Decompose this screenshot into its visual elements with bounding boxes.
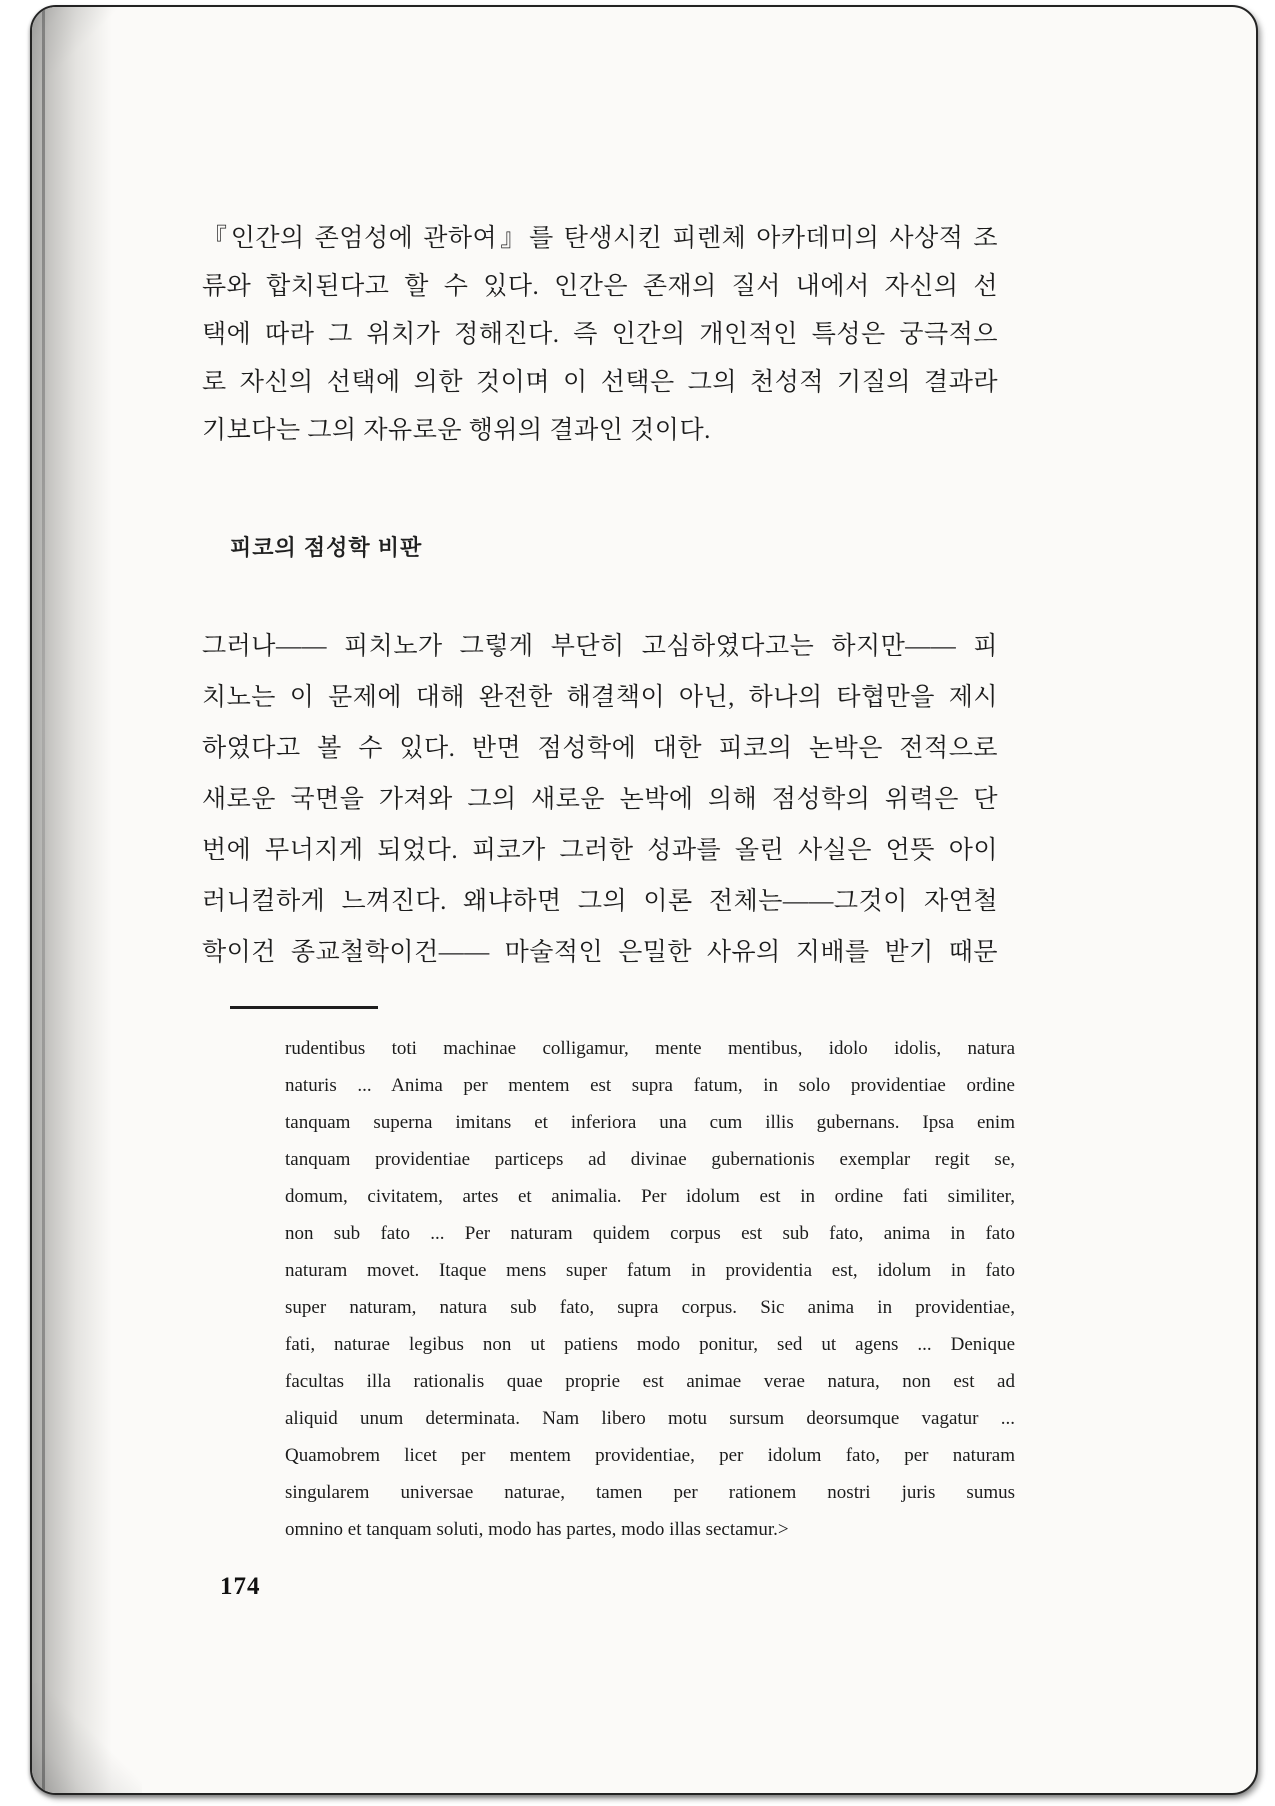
body-text-line: 로 자신의 선택에 의한 것이며 이 선택은 그의 천성적 기질의 결과라 <box>202 369 998 396</box>
bottom-left-corner-shade <box>30 1683 142 1795</box>
body-text-line: 『인간의 존엄성에 관하여』를 탄생시킨 피렌체 아카데미의 사상적 조 <box>202 225 998 252</box>
footnote-text-line: naturis ... Anima per mentem est supra fatum, in solo providentiae ordine <box>285 1075 1015 1096</box>
body-text-line: 새로운 국면을 가져와 그의 새로운 논박에 의해 점성학의 위력은 단 <box>202 786 998 813</box>
footnote-text-line: domum, civitatem, artes et animalia. Per idolum est in ordine fati similiter, <box>285 1186 1015 1207</box>
body-text-line: 류와 합치된다고 할 수 있다. 인간은 존재의 질서 내에서 자신의 선 <box>202 273 998 300</box>
book-page <box>30 5 1258 1795</box>
footnote-text-line: aliquid unum determinata. Nam libero motu sursum deorsumque vagatur ... <box>285 1408 1015 1429</box>
footnote-text-line: facultas illa rationalis quae proprie est animae verae natura, non est ad <box>285 1371 1015 1392</box>
body-text-line: 하였다고 볼 수 있다. 반면 점성학에 대한 피코의 논박은 전적으로 <box>202 735 998 762</box>
section-heading: 피코의 점성학 비판 <box>230 535 423 560</box>
footnote-text-line: singularem universae naturae, tamen per rationem nostri juris sumus <box>285 1482 1015 1503</box>
page-curl-shading <box>32 7 112 1793</box>
footnote-text-line: tanquam providentiae particeps ad divinae gubernationis exemplar regit se, <box>285 1149 1015 1170</box>
body-text-line: 기보다는 그의 자유로운 행위의 결과인 것이다. <box>202 417 711 444</box>
body-text-line: 학이건 종교철학이건—— 마술적인 은밀한 사유의 지배를 받기 때문 <box>202 939 998 966</box>
footnote-text-line: tanquam superna imitans et inferiora una cum illis gubernans. Ipsa enim <box>285 1112 1015 1133</box>
footnote-text-line: omnino et tanquam soluti, modo has partes, modo illas sectamur.> <box>285 1519 789 1540</box>
body-text-line: 러니컬하게 느껴진다. 왜냐하면 그의 이론 전체는——그것이 자연철 <box>202 888 998 915</box>
footnote-text-line: non sub fato ... Per naturam quidem corpus est sub fato, anima in fato <box>285 1223 1015 1244</box>
body-paragraph-2 <box>202 621 998 978</box>
body-text-line: 택에 따라 그 위치가 정해진다. 즉 인간의 개인적인 특성은 궁극적으 <box>202 321 998 348</box>
footnote-separator-rule <box>230 1006 378 1009</box>
body-text-line: 번에 무너지게 되었다. 피코가 그러한 성과를 올린 사실은 언뜻 아이 <box>202 837 998 864</box>
footnote-text-line: rudentibus toti machinae colligamur, mente mentibus, idolo idolis, natura <box>285 1038 1015 1059</box>
footnote-text-line: Quamobrem licet per mentem providentiae, per idolum fato, per naturam <box>285 1445 1015 1466</box>
body-paragraph-1 <box>202 215 998 455</box>
footnote-text-block <box>285 1030 1015 1548</box>
footnote-text-line: naturam movet. Itaque mens super fatum in providentia est, idolum in fato <box>285 1260 1015 1281</box>
page-edge-line <box>42 7 45 1793</box>
body-text-line: 그러나—— 피치노가 그렇게 부단히 고심하였다고는 하지만—— 피 <box>202 633 998 660</box>
body-text-line: 치노는 이 문제에 대해 완전한 해결책이 아닌, 하나의 타협만을 제시 <box>202 684 998 711</box>
page-number: 174 <box>220 1573 261 1600</box>
footnote-text-line: fati, naturae legibus non ut patiens modo ponitur, sed ut agens ... Denique <box>285 1334 1015 1355</box>
footnote-text-line: super naturam, natura sub fato, supra corpus. Sic anima in providentiae, <box>285 1297 1015 1318</box>
top-left-corner-shade <box>30 5 122 97</box>
